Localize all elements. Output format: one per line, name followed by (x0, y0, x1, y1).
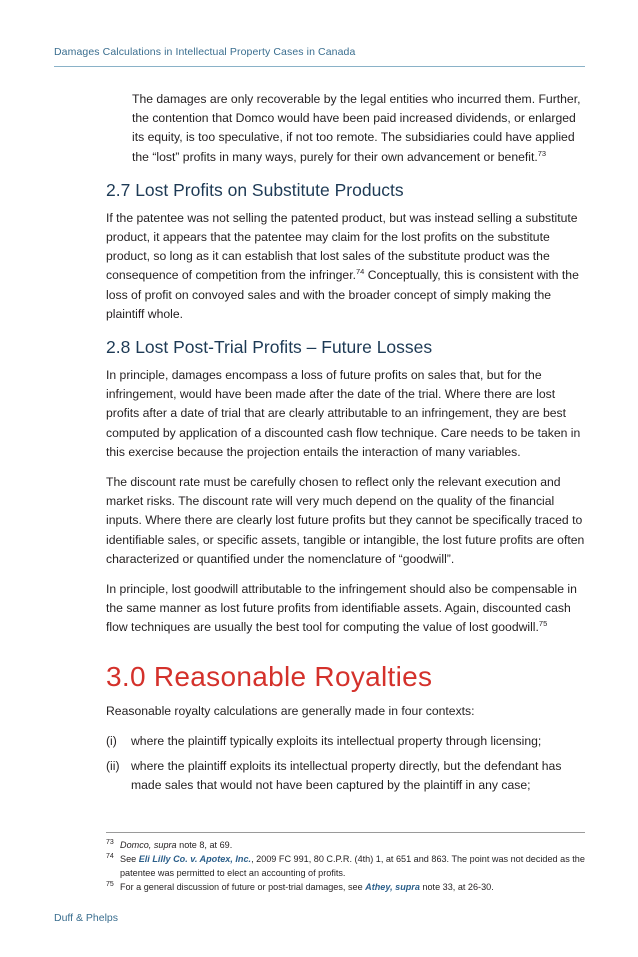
footnote-text (120, 852, 588, 880)
paragraph-royalty-intro: Reasonable royalty calculations are generally made in four contexts: (106, 703, 475, 718)
block-quote (132, 90, 586, 167)
paragraph-discount-rate: The discount rate must be carefully chosen to reflect only the relevant execution and market risks. The discount rate will very much depend on the quality of the financial inputs. Where there are clearly lost future profits but they cannot be specifically traced to identifiable sales, or specific assets, tangible or intangible, the lost future profits are often characterized or quantified under the nomenclature of “goodwill”. (106, 475, 585, 566)
footnote-75 (106, 880, 588, 894)
footnote-74 (106, 852, 588, 880)
list-marker: (ii) (106, 759, 120, 774)
paragraph-goodwill (106, 580, 586, 638)
footnote-text (120, 838, 588, 852)
list-item-text: where the plaintiff exploits its intellectual property directly, but the defendant has made sales that would not have been captured by the plaintiff in any case; (131, 759, 562, 793)
footnote-rest: note 33, at 26-30. (419, 882, 494, 892)
case-citation: Domco, supra (120, 840, 177, 850)
footnote-number: 73 (106, 839, 114, 846)
footnote-text (120, 880, 588, 894)
footnote-ref-75[interactable]: 75 (538, 619, 548, 629)
paragraph-text: In principle, lost goodwill attributable to the infringement should also be compensable in the same manner as lost future profits from identifiable assets. Again, discounted cash flow techniques are usually the best tool for computing the value of lost goodwill. (106, 582, 577, 635)
list-item (106, 757, 586, 795)
footnote-ref-73[interactable]: 73 (537, 148, 547, 158)
quote-text: The damages are only recoverable by the legal entities who incurred them. Further, the contention that Domco would have been paid increased dividends, or enlarged its equity, is too speculative, if not too remote. The subsidiaries could have applied the “lost” profits in many ways, purely for their own advancement or benefit. (132, 92, 581, 164)
footnote-73 (106, 838, 588, 852)
footnote-prefix: For a general discussion of future or post-trial damages, see (120, 882, 366, 892)
paragraph-substitute-products (106, 209, 586, 324)
page-body (106, 90, 586, 801)
footnote-number: 75 (106, 881, 114, 888)
footnote-ref-74[interactable]: 74 (356, 267, 365, 277)
case-link[interactable]: Athey, supra (365, 882, 420, 892)
footnote-divider (106, 832, 585, 833)
list-item-text: where the plaintiff typically exploits its intellectual property through licensing; (131, 733, 542, 748)
footer-publisher: Duff & Phelps (54, 912, 119, 924)
header-divider (54, 66, 585, 67)
footnote-number: 74 (106, 853, 114, 860)
paragraph-future-profits: In principle, damages encompass a loss of future profits on sales that, but for the infringement, would have been made after the date of the trial. Where there are lost profits after a date of trial that are clearly attributable to an infringement, they are best computed by application of a discounted cash flow technique. Care needs to be taken in this exercise because the projection entails the interaction of many variables. (106, 368, 581, 459)
chapter-heading-reasonable-royalties: 3.0 Reasonable Royalties (106, 660, 433, 692)
footnote-rest: note 8, at 69. (176, 840, 233, 850)
footnotes (106, 838, 588, 894)
running-header: Damages Calculations in Intellectual Property Cases in Canada (54, 46, 356, 58)
section-heading-2-7: 2.7 Lost Profits on Substitute Products (106, 179, 404, 200)
section-heading-2-8: 2.8 Lost Post-Trial Profits – Future Losses (106, 337, 433, 358)
paragraph-text: If the patentee was not selling the patented product, but was instead selling a substitute product, it appears that the patentee may claim for the lost profits on the substitute product, so long as it can establish that lost sales of the substitute product was the consequence of competition from the infringer. (106, 210, 578, 283)
footnote-prefix: See (120, 854, 139, 864)
list-item (106, 732, 586, 751)
list-marker: (i) (106, 733, 117, 748)
footnote-rest: , 2009 FC 991, 80 C.P.R. (4th) 1, at 651 and 863. The point was not decided as the patentee was permitted to elect an accounting of profits. (120, 854, 585, 878)
case-link[interactable]: Eli Lilly Co. v. Apotex, Inc. (138, 854, 252, 864)
paragraph-text: Conceptually, this is consistent with the loss of profit on convoyed sales and with the broader concept of simply making the plaintiff whole. (106, 268, 579, 321)
